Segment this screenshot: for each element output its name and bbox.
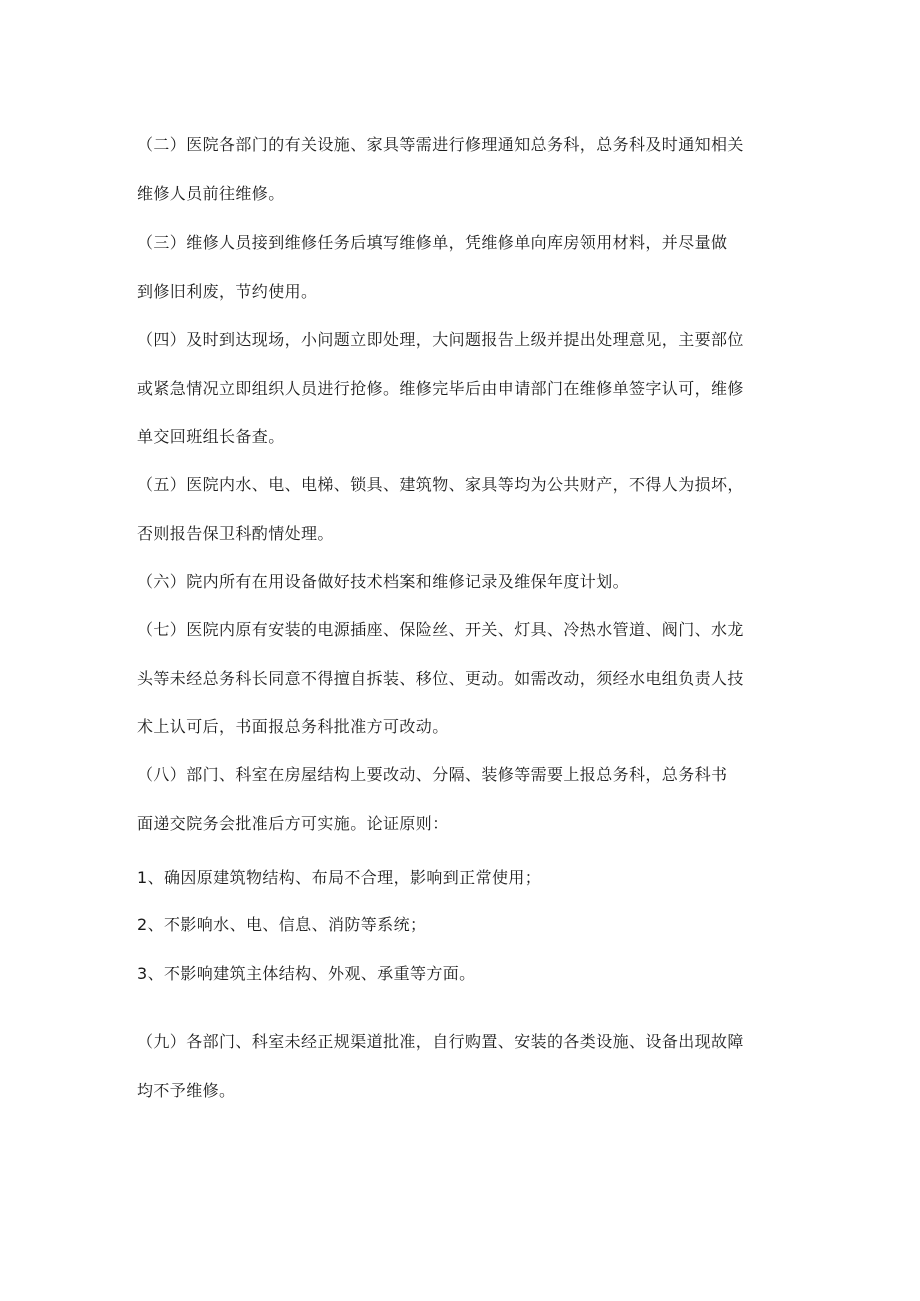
paragraph-line: 或紧急情况立即组织人员进行抢修。维修完毕后由申请部门在维修单签字认可，维修 bbox=[137, 378, 744, 398]
paragraph-line: 到修旧利废，节约使用。 bbox=[137, 281, 318, 301]
paragraph-line: 否则报告保卫科酌情处理。 bbox=[137, 523, 334, 543]
paragraph-line: （九）各部门、科室未经正规渠道批准，自行购置、安装的各类设施、设备出现故障 bbox=[137, 1032, 744, 1051]
paragraph-4 bbox=[137, 316, 777, 462]
paragraph-line: （八）部门、科室在房屋结构上要改动、分隔、装修等需要上报总务科，总务科书 bbox=[137, 765, 728, 784]
paragraph-8 bbox=[137, 751, 777, 848]
list-item: 1、确因原建筑物结构、布局不合理，影响到正常使用； bbox=[137, 868, 542, 887]
list-item: 3、不影响建筑主体结构、外观、承重等方面。 bbox=[137, 964, 476, 983]
paragraph-line: （五）医院内水、电、电梯、锁具、建筑物、家具等均为公共财产，不得人为损坏， bbox=[137, 475, 744, 494]
paragraph-line: （六）院内所有在用设备做好技术档案和维修记录及维保年度计划。 bbox=[137, 572, 630, 591]
paragraph-line: 单交回班组长备查。 bbox=[137, 427, 285, 446]
paragraph-3 bbox=[137, 219, 777, 316]
paragraph-line: （四）及时到达现场，小问题立即处理，大问题报告上级并提出处理意见，主要部位 bbox=[137, 330, 744, 349]
paragraph-5 bbox=[137, 461, 777, 558]
paragraph-line: 均不予维修。 bbox=[137, 1080, 236, 1100]
paragraph-line: 维修人员前往维修。 bbox=[137, 183, 285, 203]
paragraph-line: （三）维修人员接到维修任务后填写维修单，凭维修单向库房领用材料，并尽量做 bbox=[137, 233, 728, 252]
paragraph-2 bbox=[137, 121, 777, 218]
paragraph-9 bbox=[137, 1018, 777, 1115]
paragraph-line: （七）医院内原有安装的电源插座、保险丝、开关、灯具、冷热水管道、阀门、水龙 bbox=[137, 620, 744, 639]
paragraph-line: 术上认可后，书面报总务科批准方可改动。 bbox=[137, 717, 449, 736]
paragraph-7 bbox=[137, 606, 777, 752]
paragraph-6 bbox=[137, 558, 777, 607]
paragraph-line: 头等未经总务科长同意不得擅自拆装、移位、更动。如需改动，须经水电组负责人技 bbox=[137, 668, 744, 688]
list-item: 2、不影响水、电、信息、消防等系统； bbox=[137, 915, 427, 934]
paragraph-line: （二）医院各部门的有关设施、家具等需进行修理通知总务科，总务科及时通知相关 bbox=[137, 135, 744, 154]
paragraph-line: 面递交院务会批准后方可实施。论证原则： bbox=[137, 813, 449, 833]
